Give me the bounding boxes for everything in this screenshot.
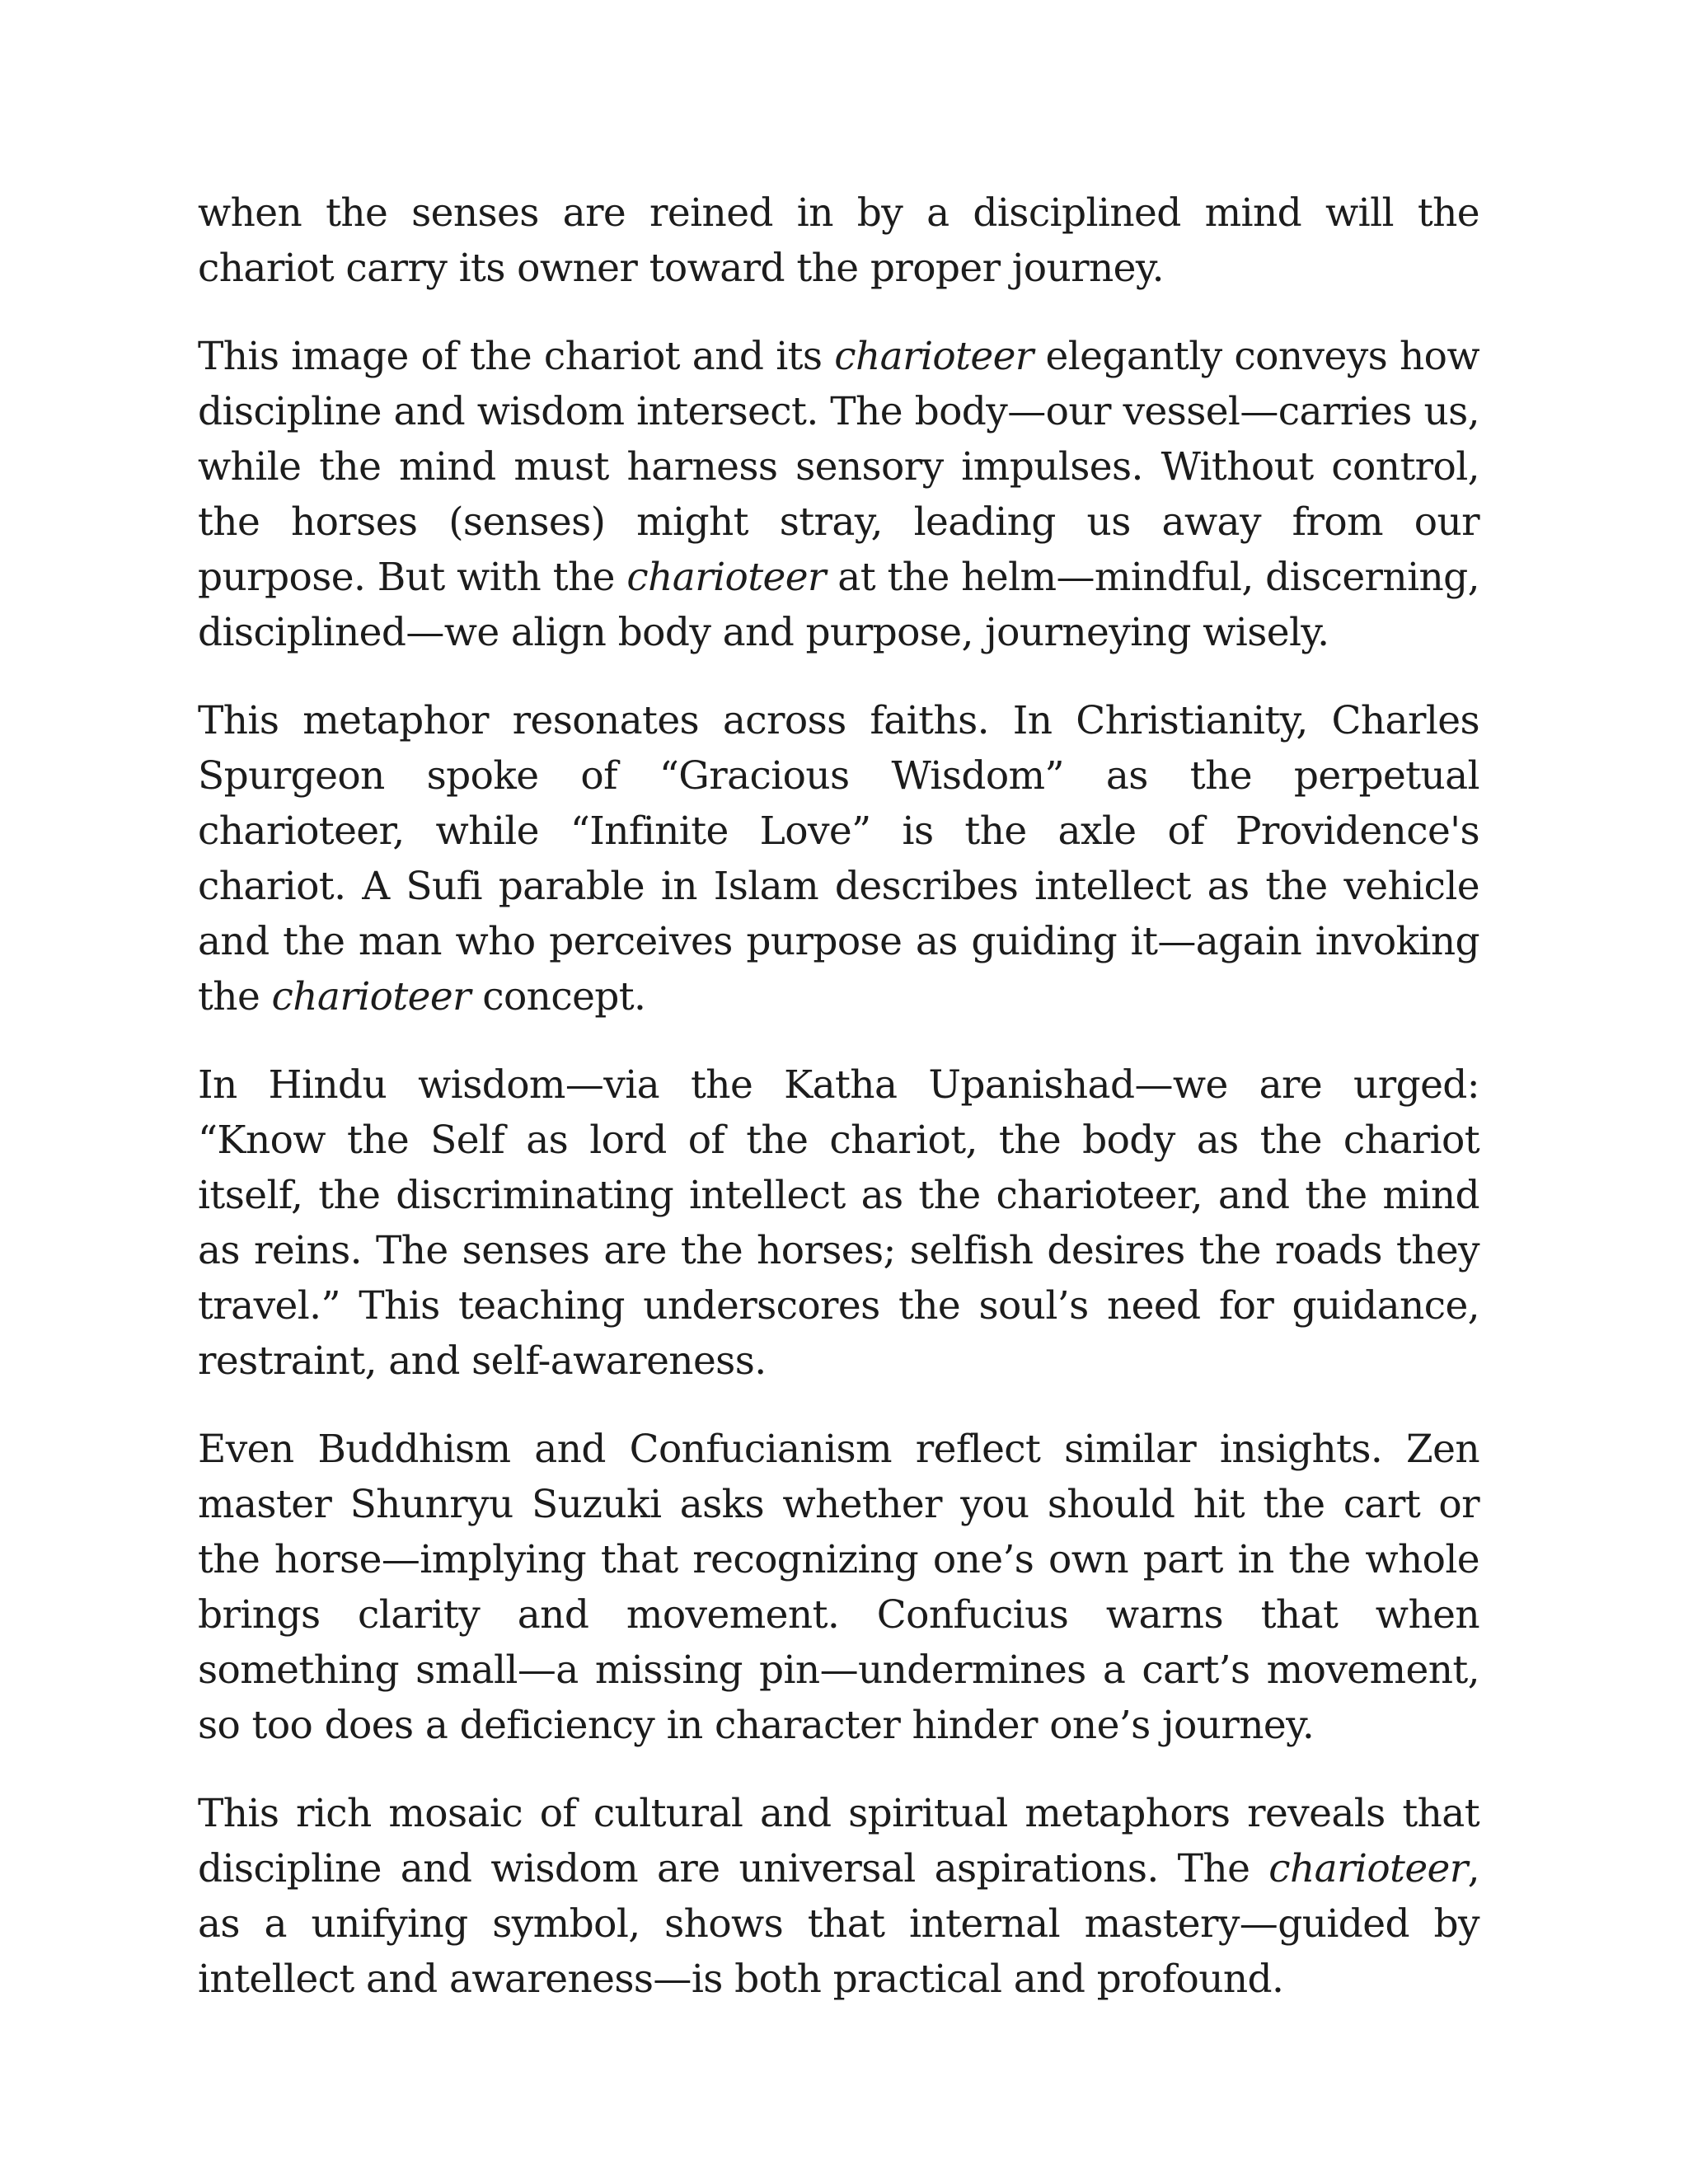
paragraph-6-text-a: This rich mosaic of cultural and spiritual metaphors reveals that discipline and wisdom are universal aspirations. The: [198, 1791, 1479, 1891]
paragraph-2-text-a: This image of the chariot and its: [198, 334, 835, 379]
paragraph-4-text: In Hindu wisdom—via the Katha Upanishad—we are urged: “Know the Self as lord of the chariot, the body as the chariot itself, the discriminating intellect as the charioteer, and the mind as reins. The senses are the horses; selfish desires the roads they travel.” This teaching underscores the soul’s need for guidance, restraint, and self-awareness.: [198, 1062, 1479, 1384]
paragraph-1: [198, 185, 1479, 296]
paragraph-3: [198, 693, 1479, 1024]
paragraph-6-italic-charioteer: charioteer: [1268, 1846, 1468, 1891]
paragraph-4: [198, 1057, 1479, 1389]
paragraph-2-text-c: at the helm—mindful, discerning, disciplined—we align body and purpose, journeying wisely.: [198, 555, 1480, 655]
paragraph-2-italic-charioteer-1: charioteer: [834, 334, 1034, 379]
paragraph-3-text-a: This metaphor resonates across faiths. In Christianity, Charles Spurgeon spoke of “Gracious Wisdom” as the perpetual charioteer, while “Infinite Love” is the axle of Providence's chariot. A Sufi parable in Islam describes intellect as the vehicle and the man who perceives purpose as guiding it—again invoking the: [198, 698, 1479, 1019]
paragraph-6: [198, 1786, 1479, 2007]
paragraph-2-italic-charioteer-2: charioteer: [626, 555, 826, 600]
paragraph-2: [198, 329, 1479, 660]
paragraph-6-text-b: , as a unifying symbol, shows that internal mastery—guided by intellect and awareness—is both practical and profound.: [198, 1846, 1479, 2002]
document-page: [198, 185, 1479, 2040]
paragraph-2-text-b: elegantly conveys how discipline and wisdom intersect. The body—our vessel—carries us, while the mind must harness sensory impulses. Without control, the horses (senses) might stray, leading us away from our purpose. But with the: [198, 334, 1479, 600]
paragraph-5: [198, 1422, 1479, 1753]
paragraph-3-italic-charioteer: charioteer: [271, 974, 471, 1019]
paragraph-1-text: when the senses are reined in by a disciplined mind will the chariot carry its owner toward the proper journey.: [198, 190, 1479, 291]
paragraph-3-text-b: concept.: [470, 974, 646, 1019]
paragraph-5-text: Even Buddhism and Confucianism reflect similar insights. Zen master Shunryu Suzuki asks whether you should hit the cart or the horse—implying that recognizing one’s own part in the whole brings clarity and movement. Confucius warns that when something small—a missing pin—undermines a cart’s movement, so too does a deficiency in character hinder one’s journey.: [198, 1427, 1479, 1748]
